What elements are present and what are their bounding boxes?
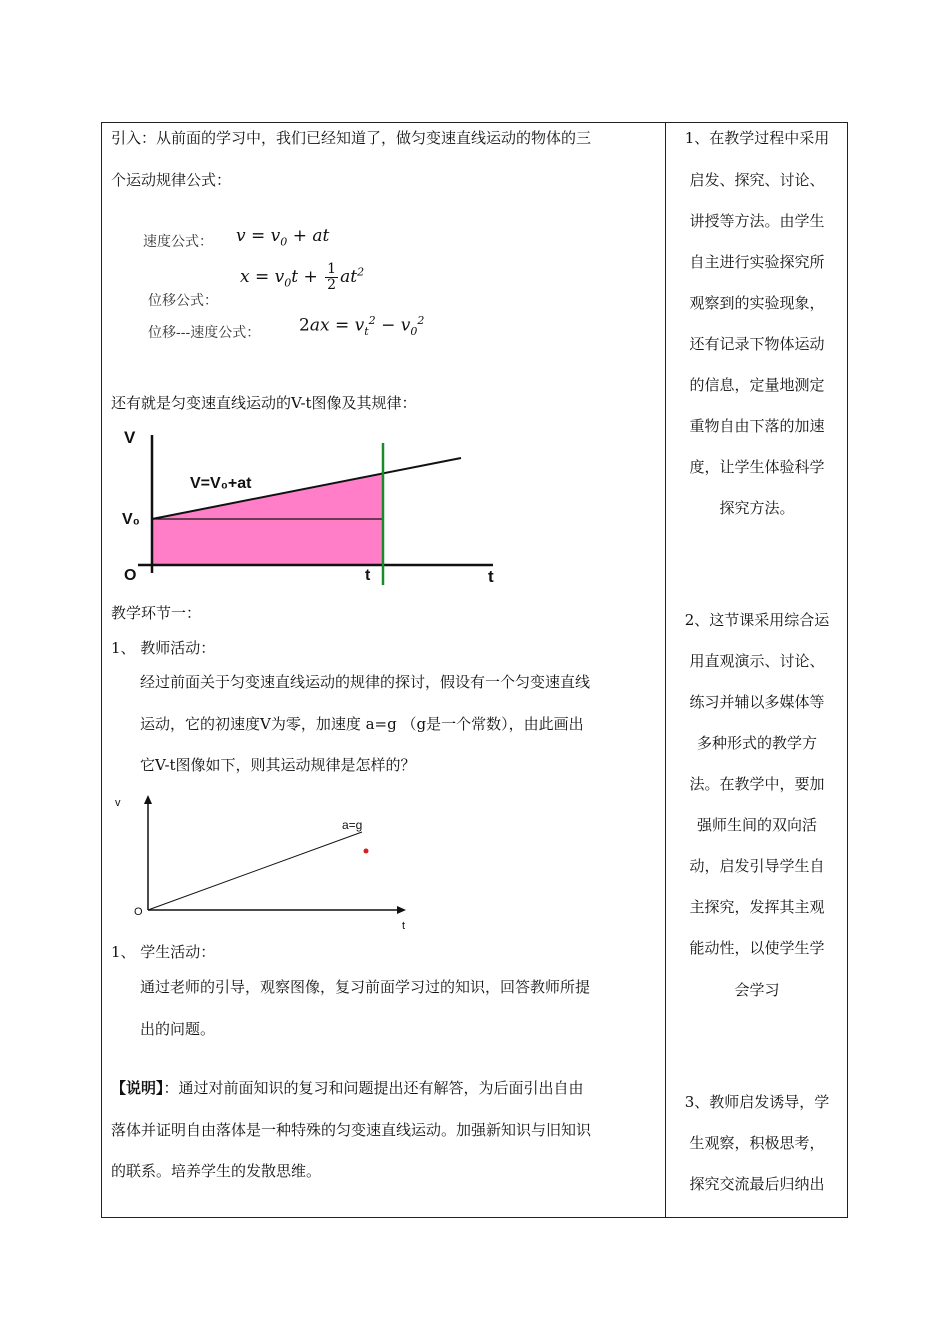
right-p2-line: 2、这节课采用综合运 [684,611,830,629]
v-axis-arrow-icon [144,795,152,804]
right-p1-line: 自主进行实验探究所 [689,253,825,271]
velocity-displacement-formula: $2ax = v_t^2 - v_0^2$ [299,314,425,339]
intro-line-2: 个运动规律公式： [111,171,232,189]
teacher-activity-title: 1、 教师活动： [111,639,216,657]
right-p2-line: 多种形式的教学方 [696,734,817,752]
note-line-3: 的联系。培养学生的发散思维。 [111,1162,322,1180]
t-axis-arrow-icon [397,906,406,914]
vt-graph-free-fall [112,792,422,937]
right-p1-line: 重物自由下落的加速 [689,417,825,435]
note-line-2: 落体并证明自由落体是一种特殊的匀变速直线运动。加强新知识与旧知识 [111,1121,592,1139]
right-p1-line: 度，让学生体验科学 [689,458,825,476]
right-p3-line: 3、教师启发诱导，学 [684,1093,830,1111]
velocity-formula-label: 速度公式： [143,234,213,250]
v-axis-label: v [115,797,121,809]
vt-intro: 还有就是匀变速直线运动的V-t图像及其规律： [111,394,417,412]
right-p1-line: 的信息，定量地测定 [689,376,825,394]
right-p1-line: 还有记录下物体运动 [689,335,825,353]
right-p2-line: 强师生间的双向活 [696,816,817,834]
right-p1-line: 讲授等方法。由学生 [689,212,825,230]
right-p2-line: 用直观演示、讨论、 [689,652,825,670]
student-text-1: 通过老师的引导，观察图像，复习前面学习过的知识，回答教师所提 [140,978,591,996]
right-p3-line: 生观察，积极思考， [689,1134,825,1152]
velocity-line-label: V=V₀+at [190,475,252,492]
velocity-formula: $v = v_0$ + at [236,226,330,249]
right-p2-line: 主探究，发挥其主观 [689,898,825,916]
displacement-formula: $x = v_0t$ + $\frac{1}{2}$ $at^2$ [240,261,365,293]
teacher-text-3: 它V-t图像如下，则其运动规律是怎样的？ [140,756,416,774]
origin-label: O [124,567,137,584]
vt-graph-uniform-acceleration [118,425,508,590]
section-1-title: 教学环节一： [111,604,202,622]
displacement-formula-label: 位移公式： [148,293,218,309]
line-label: a=g [342,818,363,832]
t-axis-label: t [488,567,494,586]
right-p3-line: 探究交流最后归纳出 [689,1175,825,1193]
v-axis-label: V [124,428,136,447]
right-p1-line: 探究方法。 [719,499,795,517]
teacher-text-1: 经过前面关于匀变速直线运动的规律的探讨，假设有一个匀变速直线 [140,673,591,691]
t-axis-label: t [402,920,406,932]
student-activity-title: 1、 学生活动： [111,943,216,961]
right-p1-line: 启发、探究、讨论、 [689,171,825,189]
teacher-text-2: 运动，它的初速度V为零，加速度 a=g （g是一个常数），由此画出 [140,715,584,733]
note-line-1 [111,1078,584,1098]
student-text-2: 出的问题。 [140,1020,216,1038]
origin-label: O [134,906,143,918]
right-p2-line: 会学习 [734,981,780,999]
red-dot-marker [364,849,369,854]
right-p2-line: 练习并辅以多媒体等 [689,693,825,711]
note-text-1: ：通过对前面知识的复习和问题提出还有解答，为后面引出自由 [163,1079,584,1097]
t-mark-label: t [365,567,371,584]
velocity-line [148,832,362,910]
column-divider [665,122,666,1218]
right-p2-line: 法。在教学中，要加 [689,775,825,793]
note-label: 【说明】 [111,1079,164,1097]
intro-line-1: 引入：从前面的学习中，我们已经知道了，做匀变速直线运动的物体的三 [111,129,592,147]
v0-label: V₀ [122,511,140,528]
right-p2-line: 能动性，以使学生学 [689,939,825,957]
right-p1-line: 观察到的实验现象， [689,294,825,312]
velocity-displacement-formula-label: 位移---速度公式： [148,325,261,341]
right-p1-line: 1、在教学过程中采用 [684,129,830,147]
right-p2-line: 动，启发引导学生自 [689,857,825,875]
